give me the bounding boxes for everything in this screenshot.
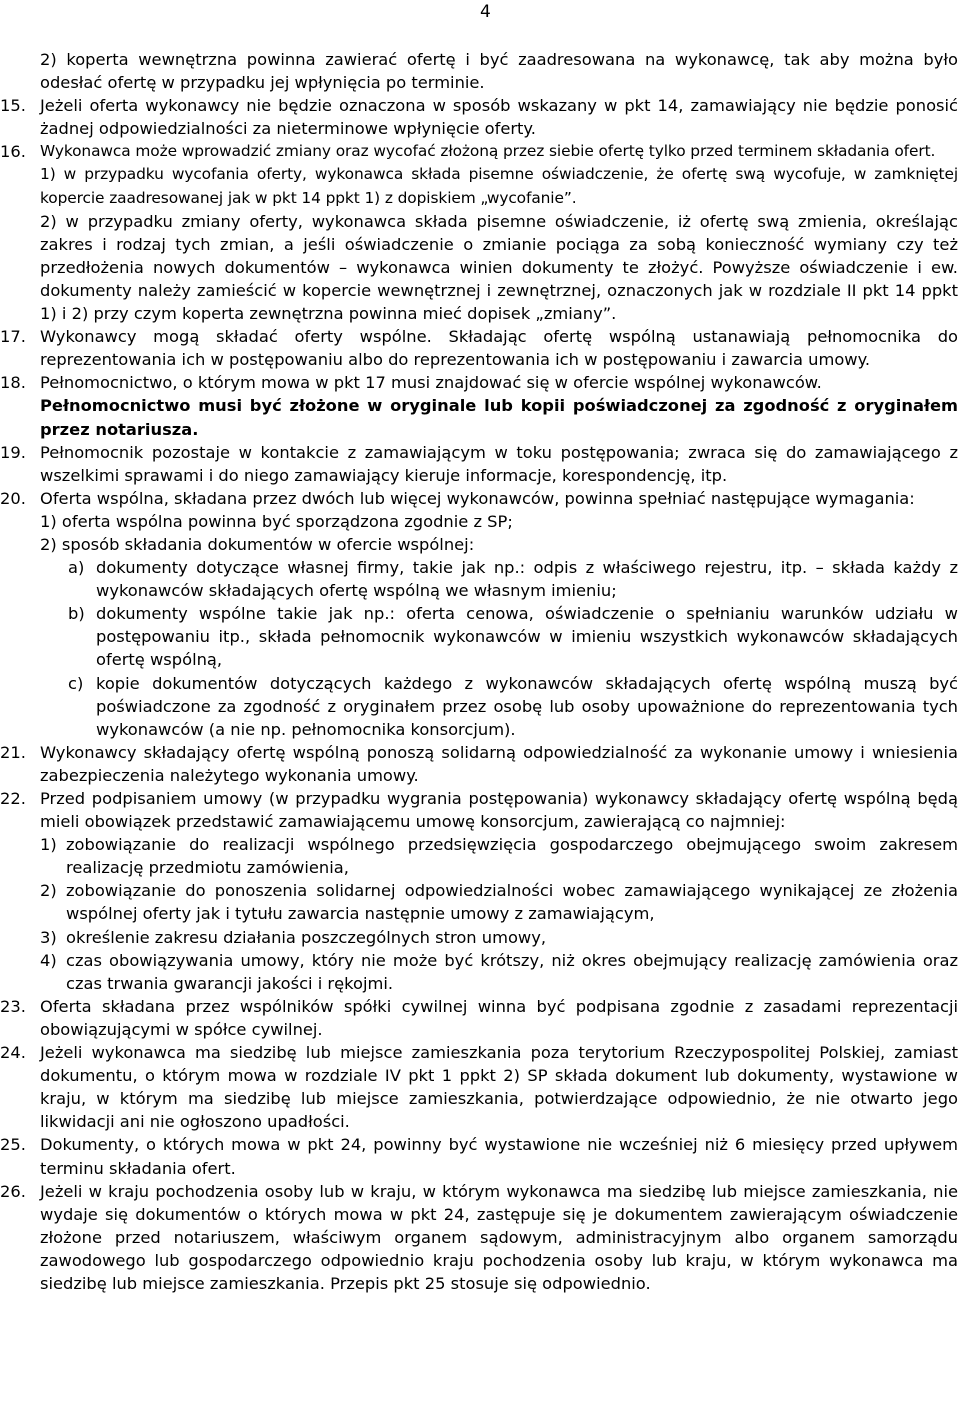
item-22 [0,787,958,995]
item-23 [0,995,958,1041]
item-number: 24. [0,1043,26,1063]
sub-label: 1) [40,835,57,855]
item-22-point-3 [40,926,958,949]
sub-label: 2) [40,881,57,901]
page-number: 4 [480,2,491,22]
item-22-point-4 [40,949,958,995]
item-15 [0,94,958,140]
item-text: Pełnomocnik pozostaje w kontakcie z zamawiającym w toku postępowania; zwraca się do zamawiającego z wszelkimi sprawami i do niego zamawiający kieruje informacje, korespondencję, itp. [40,442,958,485]
item-26 [0,1180,958,1295]
item-19 [0,441,958,487]
sub-text: czas obowiązywania umowy, który nie może być krótszy, niż okres obejmujący realizację zamówienia oraz czas trwania gwarancji jakości i rękojmi. [66,950,958,993]
item-text: Wykonawca może wprowadzić zmiany oraz wycofać złożoną przez siebie ofertę tylko przed terminem składania ofert. [40,142,936,161]
item-25 [0,1133,958,1179]
item-text: Dokumenty, o których mowa w pkt 24, powinny być wystawione nie wcześniej niż 6 miesięcy przed upływem terminu składania ofert. [40,1135,958,1178]
item-20-sub-c [40,672,958,741]
item-20 [0,487,958,741]
item-16-point-1: 1) w przypadku wycofania oferty, wykonawca składa pisemne oświadczenie, że ofertę swą wycofuje, w zamkniętej kopercie zaadresowanej jak w pkt 14 ppkt 1) z dopiskiem „wycofanie”. [40,165,958,207]
item-text: Pełnomocnictwo, o którym mowa w pkt 17 musi znajdować się w ofercie wspólnej wykonawców. [40,373,822,393]
item-number: 23. [0,996,26,1016]
sub-text: dokumenty dotyczące własnej firmy, takie jak np.: odpis z właściwego rejestru, itp. – składa każdy z wykonawców składających ofertę wspólną we własnym imieniu; [96,558,958,601]
sub-label: b) [68,604,85,624]
item-number: 26. [0,1181,26,1201]
item-21 [0,741,958,787]
item-20-point-2: 2) sposób składania dokumentów w ofercie wspólnej: [40,534,475,554]
item-text: Wykonawcy składający ofertę wspólną ponoszą solidarną odpowiedzialność za wykonanie umowy i wniesienia zabezpieczenia należytego wykonania umowy. [40,742,958,785]
item-17 [0,325,958,371]
item-text: Przed podpisaniem umowy (w przypadku wygrania postępowania) wykonawcy składający ofertę wspólną będą mieli obowiązek przedstawić zamawiającemu umowę konsorcjum, zawierającą co najmniej: [40,789,958,832]
item-22-point-2 [40,879,958,925]
item-18 [0,371,958,440]
item-number: 22. [0,789,26,808]
item-number: 20. [0,488,26,508]
item-20-point-1: 1) oferta wspólna powinna być sporządzona zgodnie z SP; [40,511,513,531]
item-16-point-2: 2) w przypadku zmiany oferty, wykonawca składa pisemne oświadczenie, iż ofertę swą zmienia, określając zakres i rodzaj tych zmian, a jeśli oświadczenie o zmianie pociąga za sobą konieczność wymiany czy też przedłożenia nowych dokumentów – wykonawca winien dokumenty te złożyć. Powyższe oświadczenie i ew. dokumenty należy zamieścić w kopercie wewnętrznej i zewnętrznej, oznaczonych jak w rozdziale II pkt 14 ppkt 1) i 2) przy czym koperta zewnętrzna powinna mieć dopisek „zmiany”. [40,211,958,324]
item-18-bold-requirement: Pełnomocnictwo musi być złożone w oryginale lub kopii poświadczonej za zgodność z oryginałem przez notariusza. [40,396,958,439]
item-20-sub-a [40,556,958,602]
item-number: 18. [0,373,26,393]
item-number: 17. [0,327,26,347]
sub-label: 3) [40,927,57,947]
sub-label: c) [68,673,84,693]
item-14-point-2: 2) koperta wewnętrzna powinna zawierać ofertę i być zaadresowana na wykonawcę, tak aby można było odesłać ofertę w przypadku jej wpłynięcia po terminie. [40,50,958,93]
item-24 [0,1041,958,1133]
item-text: Oferta wspólna, składana przez dwóch lub więcej wykonawców, powinna spełniać następujące wymagania: [40,488,915,508]
item-text: Jeżeli oferta wykonawcy nie będzie oznaczona w sposób wskazany w pkt 14, zamawiający nie będzie ponosić żadnej odpowiedzialności za nieterminowe wpłynięcie oferty. [40,96,958,139]
item-16 [0,140,958,325]
sub-label: 4) [40,950,57,970]
sub-text: kopie dokumentów dotyczących każdego z wykonawców składających ofertę wspólną muszą być poświadczone za zgodność z oryginałem przez osobę lub osoby upoważnione do reprezentowania tych wykonawców (a nie np. pełnomocnika konsorcjum). [96,673,958,739]
item-number: 21. [0,742,26,762]
item-20-sub-b [40,602,958,671]
item-number: 15. [0,96,26,116]
sub-text: określenie zakresu działania poszczególnych stron umowy, [66,927,547,947]
sub-label: a) [68,558,85,578]
document-body [0,48,958,1295]
item-text: Wykonawcy mogą składać oferty wspólne. Składając ofertę wspólną ustanawiają pełnomocnika do reprezentowania ich w postępowaniu albo do reprezentowania ich w postępowaniu i zawarcia umowy. [40,327,958,370]
sub-text: dokumenty wspólne takie jak np.: oferta cenowa, oświadczenie o spełnianiu warunków udziału w postępowaniu itp., składa pełnomocnik wykonawców w imieniu wszystkich wykonawców składających ofertę wspólną, [96,604,958,670]
item-number: 19. [0,442,26,462]
item-number: 25. [0,1135,26,1155]
item-text: Jeżeli wykonawca ma siedzibę lub miejsce zamieszkania poza terytorium Rzeczypospolitej Polskiej, zamiast dokumentu, o którym mowa w rozdziale IV pkt 1 ppkt 2) SP składa dokument lub dokumenty, wystawione w kraju, w którym ma siedzibę lub miejsce zamieszkania, potwierdzające odpowiednio, że nie otwarto jego likwidacji ani nie ogłoszono upadłości. [40,1043,958,1132]
sub-text: zobowiązanie do ponoszenia solidarnej odpowiedzialności wobec zamawiającego wynikającej ze złożenia wspólnej oferty jak i tytułu zawarcia następnie umowy z zamawiającym, [66,881,958,924]
sub-text: zobowiązanie do realizacji wspólnego przedsięwzięcia gospodarczego obejmującego swoim zakresem realizację przedmiotu zamówienia, [66,835,958,878]
item-text: Jeżeli w kraju pochodzenia osoby lub w kraju, w którym wykonawca ma siedzibę lub miejsce zamieszkania, nie wydaje się dokumentów o których mowa w pkt 24, zastępuje się je dokumentem zawierającym oświadczenie złożone przed notariuszem, właściwym organem sądowym, administracyjnym albo organem samorządu zawodowego lub gospodarczego odpowiednio kraju pochodzenia osoby lub kraju, w którym wykonawca ma siedzibę lub miejsce zamieszkania. Przepis pkt 25 stosuje się odpowiednio. [40,1181,958,1293]
item-number: 16. [0,142,26,162]
item-22-point-1 [40,833,958,879]
item-text: Oferta składana przez wspólników spółki cywilnej winna być podpisana zgodnie z zasadami reprezentacji obowiązującymi w spółce cywilnej. [40,996,958,1039]
